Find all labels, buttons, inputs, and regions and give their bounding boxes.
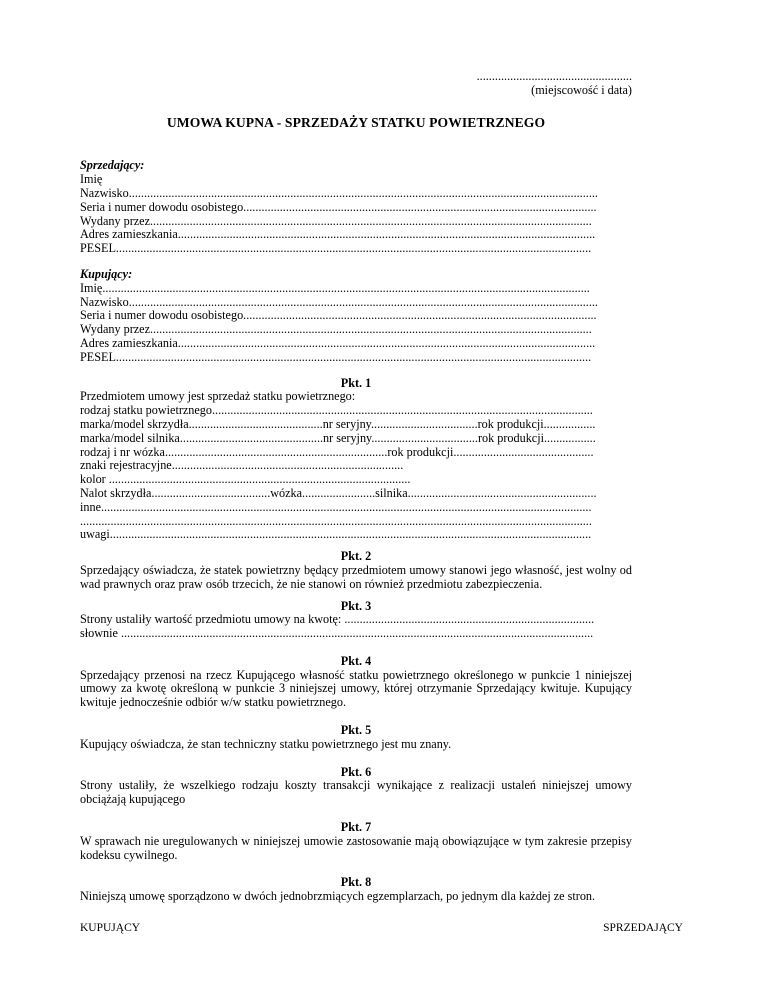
section-5-text: Kupujący oświadcza, że stan techniczny statku powietrznego jest mu znany.	[80, 736, 452, 751]
section-7-text: W sprawach nie uregulowanych w niniejszej umowie zastosowanie mają obowiązujące w tym zakresie przepisy kodeksu cywilnego.	[80, 833, 632, 862]
section-1-line: rodzaj i nr wózka.........................................................................rok produkcji..............................................	[80, 445, 594, 459]
section-1-line: Nalot skrzydła.......................................wózka........................silnika..............................................................	[80, 486, 597, 500]
section-7-heading: Pkt. 7	[340, 820, 372, 835]
section-2	[80, 550, 632, 591]
seller-signature-label: SPRZEDAJĄCY	[603, 922, 683, 934]
section-4	[80, 655, 632, 710]
section-2-heading: Pkt. 2	[340, 549, 372, 564]
place-date-dots: ...................................................	[476, 69, 632, 83]
buyer-line-surname: Nazwisko..........................................................................................................................................................	[80, 295, 598, 309]
section-1-line: marka/model skrzydła............................................nr seryjny...................................rok produkcji.................	[80, 417, 596, 431]
section-3-line: Strony ustaliły wartość przedmiotu umowy na kwotę: ..................................................................................	[80, 613, 595, 627]
signature-footer	[80, 922, 683, 936]
seller-line-issued: Wydany przez.................................................................................................................................................	[80, 214, 592, 228]
buyer-line-issued: Wydany przez.................................................................................................................................................	[80, 323, 592, 337]
buyer-block	[80, 268, 632, 365]
section-5-heading: Pkt. 5	[340, 723, 372, 738]
buyer-line-name: Imię................................................................................................................................................................	[80, 281, 590, 295]
buyer-line-address: Adres zamieszkania.........................................................................................................................................	[80, 336, 596, 350]
section-1-line: znaki rejestracyjne............................................................................	[80, 459, 404, 473]
section-8-text: Niniejszą umowę sporządzono w dwóch jednobrzmiących egzemplarzach, po jednym dla każdej ze stron.	[80, 889, 596, 904]
section-1-heading: Pkt. 1	[340, 375, 372, 390]
seller-line-pesel: PESEL............................................................................................................................................................	[80, 242, 592, 256]
seller-line-address: Adres zamieszkania.........................................................................................................................................	[80, 228, 596, 242]
buyer-line-id: Seria i numer dowodu osobistego....................................................................................................................	[80, 309, 597, 323]
section-8	[80, 876, 632, 904]
seller-line-surname: Nazwisko..........................................................................................................................................................	[80, 186, 598, 200]
seller-heading: Sprzedający:	[80, 158, 145, 173]
seller-line-id: Seria i numer dowodu osobistego....................................................................................................................	[80, 200, 597, 214]
section-4-heading: Pkt. 4	[340, 653, 372, 668]
section-3-line: słownie ...........................................................................................................................................................	[80, 627, 594, 641]
section-1-line: rodzaj statku powietrznego.............................................................................................................................	[80, 404, 593, 418]
section-6	[80, 766, 632, 807]
section-5	[80, 724, 632, 752]
section-1-line: ........................................................................................................................................................................	[80, 514, 592, 528]
seller-block	[80, 159, 632, 256]
section-1-line: inne.................................................................................................................................................................	[80, 500, 592, 514]
section-8-heading: Pkt. 8	[340, 875, 372, 890]
place-date-label: (miejscowość i data)	[531, 82, 632, 97]
section-7	[80, 821, 632, 862]
section-1	[80, 377, 632, 543]
buyer-heading: Kupujący:	[80, 266, 133, 281]
place-date	[80, 70, 632, 98]
section-6-heading: Pkt. 6	[340, 764, 372, 779]
section-3	[80, 600, 632, 641]
section-6-text: Strony ustaliły, że wszelkiego rodzaju koszty transakcji wynikające z realizacji ustaleń niniejszej umowy obciążają kupującego	[80, 778, 632, 807]
section-3-heading: Pkt. 3	[340, 598, 372, 613]
section-1-line: kolor ...................................................................................................	[80, 473, 411, 487]
section-4-text: Sprzedający przenosi na rzecz Kupującego własność statku powietrznego określonego w punkcie 1 niniejszej umowy za kwotę określoną w punkcie 3 niniejszej umowy, której otrzymanie Sprzedający kwituje. Kupujący kwituje jednocześnie odbiór w/w statku powietrznego.	[80, 667, 632, 710]
buyer-line-pesel: PESEL............................................................................................................................................................	[80, 350, 592, 364]
section-1-line: Przedmiotem umowy jest sprzedaż statku powietrznego:	[80, 390, 356, 404]
section-1-line: marka/model silnika...............................................nr seryjny...................................rok produkcji.................	[80, 431, 596, 445]
seller-line-name: Imię	[80, 173, 103, 187]
section-2-text: Sprzedający oświadcza, że statek powietrzny będący przedmiotem umowy stanowi jego własność, jest wolny od wad prawnych oraz praw osób trzecich, że nie stanowi on również przedmiotu zabezpieczenia.	[80, 562, 632, 591]
contract-page	[80, 70, 632, 912]
buyer-signature-label: KUPUJĄCY	[80, 922, 141, 934]
section-1-line: uwagi..............................................................................................................................................................	[80, 528, 592, 542]
page-title: UMOWA KUPNA - SPRZEDAŻY STATKU POWIETRZNEGO	[166, 114, 546, 130]
